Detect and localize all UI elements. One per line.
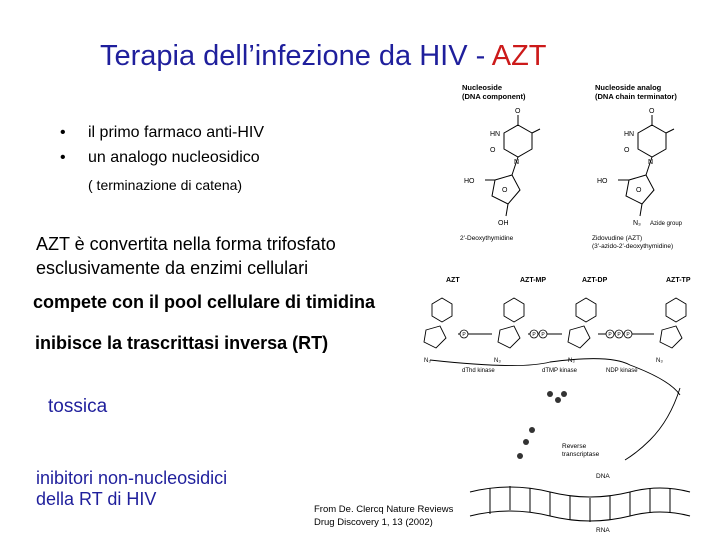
nucleoside-structures-figure (440, 80, 710, 260)
conversion-line-2: esclusivamente da enzimi cellulari (36, 258, 309, 278)
chain-termination-note: ( terminazione di catena) (88, 177, 243, 193)
left-o2-label: O (490, 147, 496, 154)
right-o-label: O (649, 108, 655, 115)
right-caption-2: (3′-azido-2′-deoxythymidine) (592, 243, 674, 250)
n3-label-2: N₃ (494, 358, 501, 364)
azide-group-label: Azide group (650, 221, 683, 227)
stage-label-azt-mp: AZT-MP (520, 277, 547, 284)
slide-title (100, 40, 547, 73)
left-ho-label: HO (464, 178, 475, 185)
right-ho-label: HO (597, 178, 608, 185)
bullet-text-2: un analogo nucleosidico (88, 149, 260, 166)
left-o-label: O (515, 108, 521, 115)
dna-label: DNA (596, 473, 610, 480)
title-main: Terapia dell’infezione da HIV - (100, 40, 492, 72)
toxic-label: tossica (48, 396, 108, 417)
conversion-line-1: AZT è convertita nella forma trifosfato (36, 234, 336, 254)
phosphate-label: P (532, 332, 536, 338)
right-hn-label: HN (624, 131, 635, 138)
phosphate-label: P (626, 332, 630, 338)
enzyme-label-3: NDP kinase (606, 368, 638, 374)
bullet-dot-icon: • (60, 149, 66, 166)
rt-label-2: transcriptase (562, 451, 600, 458)
enzyme-label-1: dThd kinase (462, 368, 495, 374)
right-ring-o-label: O (636, 187, 642, 194)
enzyme-label-2: dTMP kinase (542, 368, 577, 374)
phosphate-label: P (541, 332, 545, 338)
pathway-structures (424, 298, 686, 460)
left-oh-label: OH (498, 220, 509, 227)
stage-label-azt: AZT (446, 277, 460, 284)
left-header-1: Nucleoside (462, 83, 503, 92)
nnrti-line-1: inibitori non-nucleosidici (36, 468, 228, 488)
azt-activation-figure (400, 270, 716, 538)
n3-label-3: N₃ (568, 358, 575, 364)
left-caption: 2′-Deoxythymidine (460, 235, 514, 242)
citation-line-2: Drug Discovery 1, 13 (2002) (314, 517, 433, 528)
n3-label-4: N₃ (656, 358, 663, 364)
title-accent: AZT (491, 40, 547, 72)
right-n3-label: N₃ (633, 220, 641, 227)
right-header-2: (DNA chain terminator) (595, 92, 677, 101)
compete-statement: compete con il pool cellulare di timidina (33, 292, 376, 312)
right-o2-label: O (624, 147, 630, 154)
citation-line-1: From De. Clercq Nature Reviews (314, 504, 454, 515)
right-header-1: Nucleoside analog (595, 83, 662, 92)
stage-label-azt-tp: AZT-TP (666, 277, 691, 284)
phosphate-label: P (617, 332, 621, 338)
left-ring-o-label: O (502, 187, 508, 194)
left-hn-label: HN (490, 131, 501, 138)
rt-label-1: Reverse (562, 443, 587, 450)
reverse-transcriptase-complex (517, 391, 567, 459)
dna-rna-duplex (470, 486, 690, 522)
inhibits-statement: inibisce la trascrittasi inversa (RT) (35, 333, 329, 353)
bullet-dot-icon: • (60, 124, 66, 141)
stage-label-azt-dp: AZT-DP (582, 277, 608, 284)
phosphate-label: P (462, 332, 466, 338)
rna-label: RNA (596, 527, 610, 534)
bullet-item-1 (60, 124, 264, 142)
left-header-2: (DNA component) (462, 92, 526, 101)
n3-label-1: N₃ (424, 358, 431, 364)
nnrti-note (36, 468, 227, 510)
right-n-label: N (648, 159, 654, 166)
phosphate-label: P (608, 332, 612, 338)
left-n-label: N (514, 159, 520, 166)
right-caption-1: Zidovudine (AZT) (592, 235, 643, 242)
nnrti-line-2: della RT di HIV (36, 489, 157, 509)
bullet-text-1: il primo farmaco anti-HIV (88, 124, 265, 141)
bullet-item-2 (60, 149, 260, 167)
